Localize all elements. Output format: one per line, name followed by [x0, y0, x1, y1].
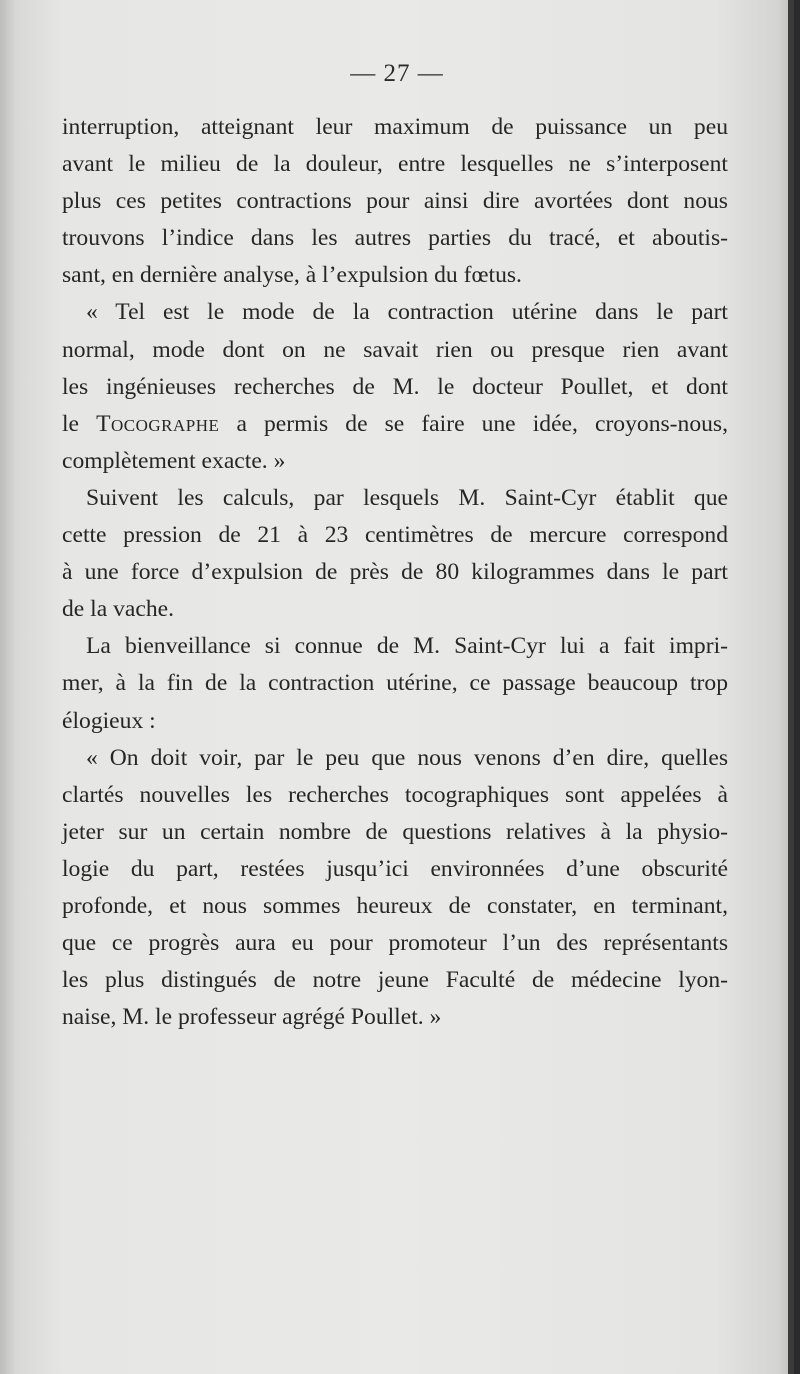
- text-line: « On doit voir, par le peu que nous venons d’en dire, quelles: [86, 744, 728, 771]
- text-line: mer, à la fin de la contraction utérine, ce passage beaucoup trop: [62, 670, 728, 697]
- text-line: jeter sur un certain nombre de questions relatives à la physio-: [62, 818, 728, 845]
- text-line: cette pression de 21 à 23 centimètres de mercure correspond: [62, 522, 728, 549]
- text-line: complètement exacte. »: [62, 447, 286, 474]
- page-number: — 27 —: [350, 60, 444, 87]
- text-line: trouvons l’indice dans les autres parties du tracé, et aboutis-: [62, 225, 728, 252]
- text-line: le Tocographe a permis de se faire une idée, croyons-nous,: [62, 410, 728, 437]
- text-line: que ce progrès aura eu pour promoteur l’un des représentants: [62, 930, 728, 957]
- page-edge: [788, 0, 794, 1374]
- text-line: normal, mode dont on ne savait rien ou presque rien avant: [62, 336, 728, 363]
- text-line: interruption, atteignant leur maximum de puissance un peu: [62, 114, 728, 140]
- text-line: naise, M. le professeur agrégé Poullet. »: [62, 1004, 442, 1031]
- text-line: « Tel est le mode de la contraction utérine dans le part: [86, 299, 728, 326]
- text-line: Suivent les calculs, par lesquels M. Saint-Cyr établit que: [86, 484, 728, 511]
- body-text: [62, 109, 728, 1036]
- text-line: à une force d’expulsion de près de 80 kilogrammes dans le part: [62, 559, 728, 586]
- text-line: profonde, et nous sommes heureux de constater, en terminant,: [62, 892, 728, 919]
- text-line: avant le milieu de la douleur, entre lesquelles ne s’interposent: [62, 151, 728, 178]
- text-line: plus ces petites contractions pour ainsi dire avortées dont nous: [62, 188, 728, 215]
- text-line: logie du part, restées jusqu’ici environnées d’une obscurité: [62, 855, 728, 882]
- small-caps-word: Tocographe: [96, 410, 220, 437]
- text-line: clartés nouvelles les recherches tocographiques sont appelées à: [62, 781, 728, 808]
- text-line: sant, en dernière analyse, à l’expulsion du fœtus.: [62, 262, 522, 289]
- text-line: élogieux :: [62, 707, 156, 734]
- text-line: les plus distingués de notre jeune Faculté de médecine lyon-: [62, 967, 728, 994]
- text-line: de la vache.: [62, 596, 175, 623]
- text-line: les ingénieuses recherches de M. le docteur Poullet, et dont: [62, 373, 728, 400]
- text-line: La bienveillance si connue de M. Saint-Cyr lui a fait impri-: [86, 633, 728, 660]
